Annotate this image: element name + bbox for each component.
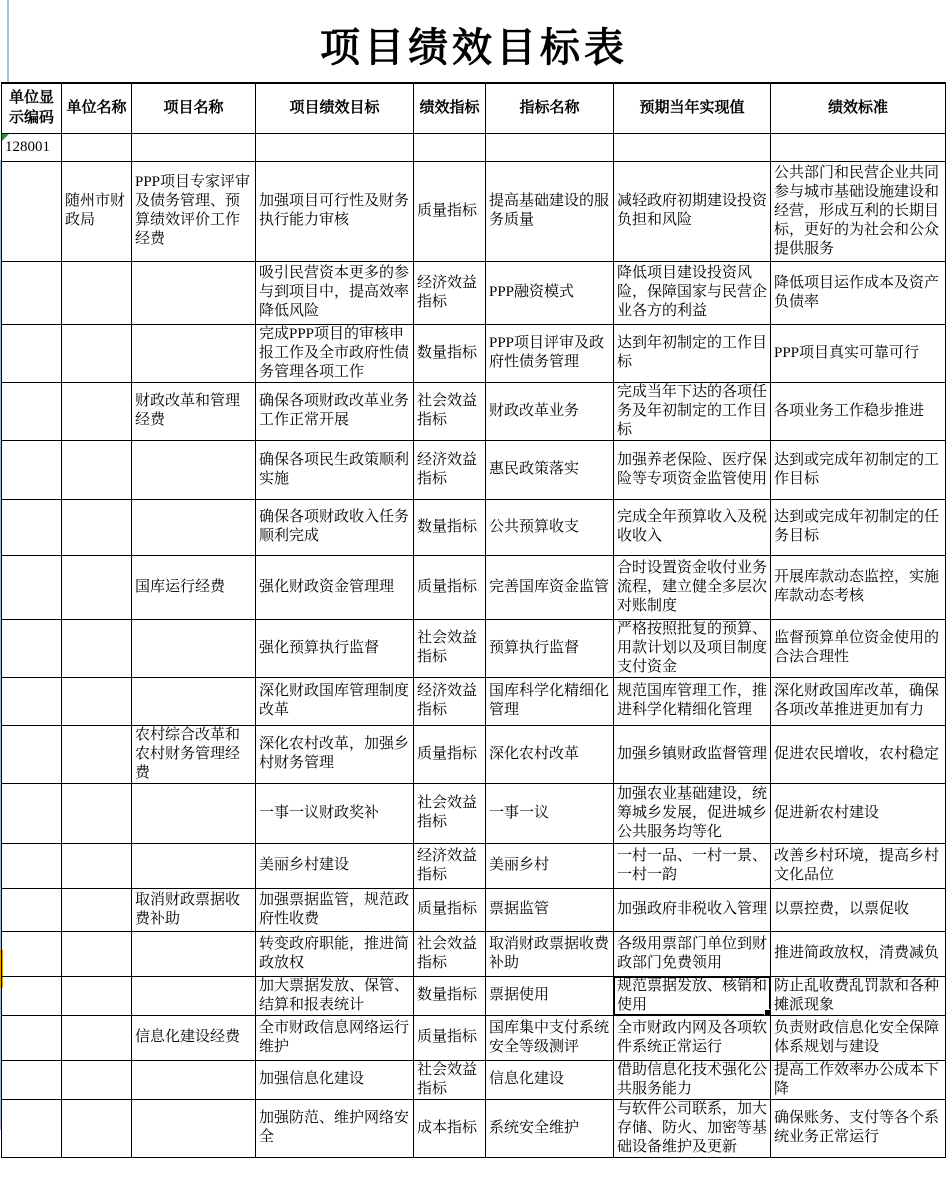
cell-performance-goal[interactable]: 加大票据发放、保管、结算和报表统计 [256,976,414,1015]
cell-performance-standard[interactable]: 降低项目运作成本及资产负债率 [771,261,946,324]
cell-project-name[interactable]: PPP项目专家评审及债务管理、预算绩效评价工作经费 [132,161,256,261]
cell-project-name[interactable]: 农村综合改革和农村财务管理经费 [132,725,256,783]
cell-expected-value[interactable]: 与软件公司联系，加大存储、防火、加密等基础设备维护及更新 [614,1099,771,1157]
cell-performance-goal[interactable]: 强化财政资金管理理 [256,555,414,619]
cell-indicator-type[interactable]: 数量指标 [414,976,486,1015]
cell-unit-name[interactable] [62,133,132,161]
table-row [2,324,946,382]
cell-indicator-type[interactable]: 社会效益指标 [414,382,486,440]
table-row [2,161,946,261]
cell-project-name[interactable] [132,440,256,499]
cell-expected-value[interactable]: 达到年初制定的工作目标 [614,324,771,382]
cell-performance-standard[interactable]: 达到或完成年初制定的工作目标 [771,440,946,499]
cell-indicator-type[interactable]: 数量指标 [414,324,486,382]
cell-indicator-name[interactable]: 完善国库资金监管 [486,555,614,619]
cell-unit-name[interactable] [62,324,132,382]
cell-expected-value[interactable]: 减轻政府初期建设投资负担和风险 [614,161,771,261]
cell-unit-code[interactable] [2,161,62,261]
sheet-title: 项目绩效目标表 [320,25,628,70]
cell-indicator-name[interactable]: 深化农村改革 [486,725,614,783]
cell-unit-code[interactable] [2,619,62,677]
cell-unit-code[interactable] [2,677,62,725]
cell-indicator-type[interactable] [414,133,486,161]
cell-performance-goal[interactable]: 美丽乡村建设 [256,843,414,888]
cell-unit-name[interactable] [62,382,132,440]
cell-expected-value[interactable]: 各级用票部门单位到财政部门免费领用 [614,931,771,976]
column-header-indicator-type[interactable]: 绩效指标 [414,83,486,133]
cell-performance-goal[interactable]: 加强信息化建设 [256,1060,414,1099]
cell-performance-goal[interactable]: 加强票据监管，规范政府性收费 [256,888,414,931]
error-indicator-icon [2,134,9,141]
cell-unit-code[interactable] [2,440,62,499]
cell-project-name[interactable]: 取消财政票据收费补助 [132,888,256,931]
column-header-project-name[interactable]: 项目名称 [132,83,256,133]
cell-performance-goal[interactable]: 加强防范、维护网络安全 [256,1099,414,1157]
cell-project-name[interactable]: 信息化建设经费 [132,1015,256,1060]
table-row [2,725,946,783]
cell-expected-value[interactable]: 规范票据发放、核销和使用 [614,976,771,1015]
cell-performance-standard[interactable]: PPP项目真实可靠可行 [771,324,946,382]
table-row [2,976,946,1015]
cell-expected-value[interactable]: 一村一品、一村一景、一村一韵 [614,843,771,888]
cell-indicator-type[interactable]: 社会效益指标 [414,1060,486,1099]
cell-unit-name[interactable] [62,783,132,843]
cell-unit-name[interactable] [62,261,132,324]
cell-performance-standard[interactable]: 以票控费，以票促收 [771,888,946,931]
cell-performance-goal[interactable]: 深化财政国库管理制度改革 [256,677,414,725]
cell-indicator-name[interactable]: 一事一议 [486,783,614,843]
cell-expected-value[interactable]: 降低项目建设投资风险，保障国家与民营企业各方的利益 [614,261,771,324]
cell-unit-name[interactable] [62,725,132,783]
cell-indicator-name[interactable]: 取消财政票据收费补助 [486,931,614,976]
cell-expected-value[interactable]: 完成全年预算收入及税收收入 [614,499,771,555]
cell-expected-value[interactable]: 严格按照批复的预算、用款计划以及项目制度支付资金 [614,619,771,677]
cell-performance-goal[interactable]: 确保各项民生政策顺利实施 [256,440,414,499]
cell-performance-goal[interactable]: 确保各项财政收入任务顺利完成 [256,499,414,555]
cell-unit-name[interactable] [62,619,132,677]
cell-unit-name[interactable] [62,1099,132,1157]
cell-unit-name[interactable] [62,976,132,1015]
cell-expected-value[interactable]: 加强乡镇财政监督管理 [614,725,771,783]
cell-expected-value[interactable]: 全市财政内网及各项软件系统正常运行 [614,1015,771,1060]
cell-indicator-type[interactable]: 社会效益指标 [414,619,486,677]
cell-expected-value[interactable]: 完成当年下达的各项任务及年初制定的工作目标 [614,382,771,440]
cell-project-name[interactable] [132,324,256,382]
cell-indicator-type[interactable]: 经济效益指标 [414,440,486,499]
cell-performance-standard[interactable] [771,133,946,161]
cell-indicator-name[interactable]: PPP融资模式 [486,261,614,324]
cell-performance-standard[interactable]: 防止乱收费乱罚款和各种摊派现象 [771,976,946,1015]
cell-indicator-type[interactable]: 质量指标 [414,161,486,261]
cell-performance-goal[interactable]: 完成PPP项目的审核申报工作及全市政府性债务管理各项工作 [256,324,414,382]
cell-project-name[interactable] [132,931,256,976]
cell-unit-code[interactable] [2,783,62,843]
table-row [2,261,946,324]
header-row [2,83,946,133]
cell-expected-value[interactable]: 借助信息化技术强化公共服务能力 [614,1060,771,1099]
cell-unit-name[interactable] [62,1060,132,1099]
cell-unit-code[interactable] [2,1060,62,1099]
table-row [2,677,946,725]
cell-unit-code[interactable] [2,976,62,1015]
cell-project-name[interactable] [132,133,256,161]
cell-indicator-type[interactable]: 经济效益指标 [414,261,486,324]
cell-indicator-name[interactable]: 国库集中支付系统安全等级测评 [486,1015,614,1060]
cell-indicator-type[interactable]: 经济效益指标 [414,677,486,725]
cell-expected-value[interactable]: 加强农业基础建设，统筹城乡发展，促进城乡公共服务均等化 [614,783,771,843]
cell-project-name[interactable] [132,783,256,843]
cell-performance-standard[interactable]: 开展库款动态监控，实施库款动态考核 [771,555,946,619]
cell-indicator-type[interactable]: 质量指标 [414,555,486,619]
table-row [2,888,946,931]
cell-indicator-name[interactable]: 国库科学化精细化管理 [486,677,614,725]
cell-project-name[interactable]: 国库运行经费 [132,555,256,619]
cell-performance-goal[interactable]: 深化农村改革，加强乡村财务管理 [256,725,414,783]
cell-performance-standard[interactable]: 促进新农村建设 [771,783,946,843]
cell-project-name[interactable] [132,677,256,725]
cell-performance-standard[interactable]: 推进简政放权，清费减负 [771,931,946,976]
table-row [2,1015,946,1060]
performance-target-table [1,82,946,1158]
column-header-edge-line [7,0,9,82]
cell-unit-code[interactable] [2,382,62,440]
cell-indicator-name[interactable]: 美丽乡村 [486,843,614,888]
table-row [2,843,946,888]
cell-unit-code[interactable] [2,499,62,555]
cell-indicator-type[interactable]: 质量指标 [414,888,486,931]
cell-performance-standard[interactable]: 提高工作效率办公成本下降 [771,1060,946,1099]
cell-unit-name[interactable] [62,677,132,725]
cell-unit-code[interactable] [2,555,62,619]
cell-unit-name[interactable]: 随州市财政局 [62,161,132,261]
table-row [2,783,946,843]
cell-project-name[interactable] [132,843,256,888]
cell-performance-goal[interactable]: 全市财政信息网络运行维护 [256,1015,414,1060]
column-header-performance-goal[interactable]: 项目绩效目标 [256,83,414,133]
cell-performance-standard[interactable]: 促进农民增收，农村稳定 [771,725,946,783]
cell-performance-standard[interactable]: 负责财政信息化安全保障体系规划与建设 [771,1015,946,1060]
cell-indicator-name[interactable] [486,133,614,161]
cell-indicator-name[interactable]: 系统安全维护 [486,1099,614,1157]
cell-unit-name[interactable] [62,440,132,499]
cell-unit-code[interactable] [2,725,62,783]
column-header-indicator-name[interactable]: 指标名称 [486,83,614,133]
cell-unit-code[interactable] [2,1015,62,1060]
cell-unit-code[interactable] [2,1099,62,1157]
table-row [2,382,946,440]
cell-project-name[interactable] [132,1060,256,1099]
cell-performance-standard[interactable]: 公共部门和民营企业共同参与城市基础设施建设和经营，形成互利的长期目标，更好的为社会和公众提供服务 [771,161,946,261]
cell-indicator-type[interactable]: 质量指标 [414,1015,486,1060]
cell-project-name[interactable] [132,1099,256,1157]
cell-unit-code[interactable]: 128001 [2,133,62,161]
cell-unit-code[interactable] [2,261,62,324]
cell-project-name[interactable] [132,261,256,324]
cell-performance-standard[interactable]: 改善乡村环境，提高乡村文化品位 [771,843,946,888]
cell-performance-standard[interactable]: 达到或完成年初制定的任务目标 [771,499,946,555]
table-row [2,555,946,619]
table-row [2,1099,946,1157]
cell-indicator-name[interactable]: 提高基础建设的服务质量 [486,161,614,261]
cell-expected-value[interactable]: 规范国库管理工作，推进科学化精细化管理 [614,677,771,725]
cell-performance-standard[interactable]: 深化财政国库改革，确保各项改革推进更加有力 [771,677,946,725]
cell-unit-name[interactable] [62,888,132,931]
cell-indicator-name[interactable]: 财政改革业务 [486,382,614,440]
cell-performance-goal[interactable] [256,133,414,161]
table-row [2,619,946,677]
cell-unit-name[interactable] [62,843,132,888]
fill-handle[interactable] [764,1009,771,1016]
cell-unit-name[interactable] [62,931,132,976]
cell-expected-value[interactable] [614,133,771,161]
cell-unit-code[interactable] [2,931,62,976]
cell-indicator-type[interactable]: 数量指标 [414,499,486,555]
table-row [2,133,946,161]
column-header-performance-standard[interactable]: 绩效标准 [771,83,946,133]
cell-indicator-type[interactable]: 社会效益指标 [414,931,486,976]
cell-unit-name[interactable] [62,555,132,619]
cell-indicator-name[interactable]: 票据监管 [486,888,614,931]
cell-unit-code[interactable] [2,843,62,888]
cell-unit-code[interactable] [2,888,62,931]
cell-project-name[interactable] [132,619,256,677]
cell-project-name[interactable] [132,976,256,1015]
cell-indicator-name[interactable]: 信息化建设 [486,1060,614,1099]
cell-performance-standard[interactable]: 各项业务工作稳步推进 [771,382,946,440]
cell-indicator-type[interactable]: 质量指标 [414,725,486,783]
cell-indicator-name[interactable]: 惠民政策落实 [486,440,614,499]
table-row [2,931,946,976]
table-row [2,1060,946,1099]
cell-performance-goal[interactable]: 确保各项财政改革业务工作正常开展 [256,382,414,440]
cell-performance-goal[interactable]: 转变政府职能，推进简政放权 [256,931,414,976]
table-body [2,133,946,1157]
table-row [2,499,946,555]
cell-indicator-type[interactable]: 经济效益指标 [414,843,486,888]
cell-indicator-name[interactable]: PPP项目评审及政府性债务管理 [486,324,614,382]
column-header-unit-name[interactable]: 单位名称 [62,83,132,133]
cell-expected-value[interactable]: 加强政府非税收入管理 [614,888,771,931]
column-header-unit-code[interactable]: 单位显示编码 [2,83,62,133]
cell-performance-goal[interactable]: 加强项目可行性及财务执行能力审核 [256,161,414,261]
cell-indicator-type[interactable]: 社会效益指标 [414,783,486,843]
cell-indicator-type[interactable]: 成本指标 [414,1099,486,1157]
cell-performance-goal[interactable]: 一事一议财政奖补 [256,783,414,843]
cell-indicator-name[interactable]: 公共预算收支 [486,499,614,555]
cell-performance-goal[interactable]: 吸引民营资本更多的参与到项目中，提高效率降低风险 [256,261,414,324]
cell-performance-standard[interactable]: 确保账务、支付等各个系统业务正常运行 [771,1099,946,1157]
cell-indicator-name[interactable]: 票据使用 [486,976,614,1015]
cell-unit-name[interactable] [62,499,132,555]
cell-indicator-name[interactable]: 预算执行监督 [486,619,614,677]
column-header-expected-value[interactable]: 预期当年实现值 [614,83,771,133]
table-row [2,440,946,499]
cell-performance-goal[interactable]: 强化预算执行监督 [256,619,414,677]
cell-expected-value[interactable]: 加强养老保险、医疗保险等专项资金监管使用 [614,440,771,499]
cell-unit-name[interactable] [62,1015,132,1060]
cell-performance-standard[interactable]: 监督预算单位资金使用的合法合理性 [771,619,946,677]
cell-unit-code[interactable] [2,324,62,382]
cell-project-name[interactable]: 财政改革和管理经费 [132,382,256,440]
cell-expected-value[interactable]: 合时设置资金收付业务流程，建立健全多层次对账制度 [614,555,771,619]
cell-project-name[interactable] [132,499,256,555]
